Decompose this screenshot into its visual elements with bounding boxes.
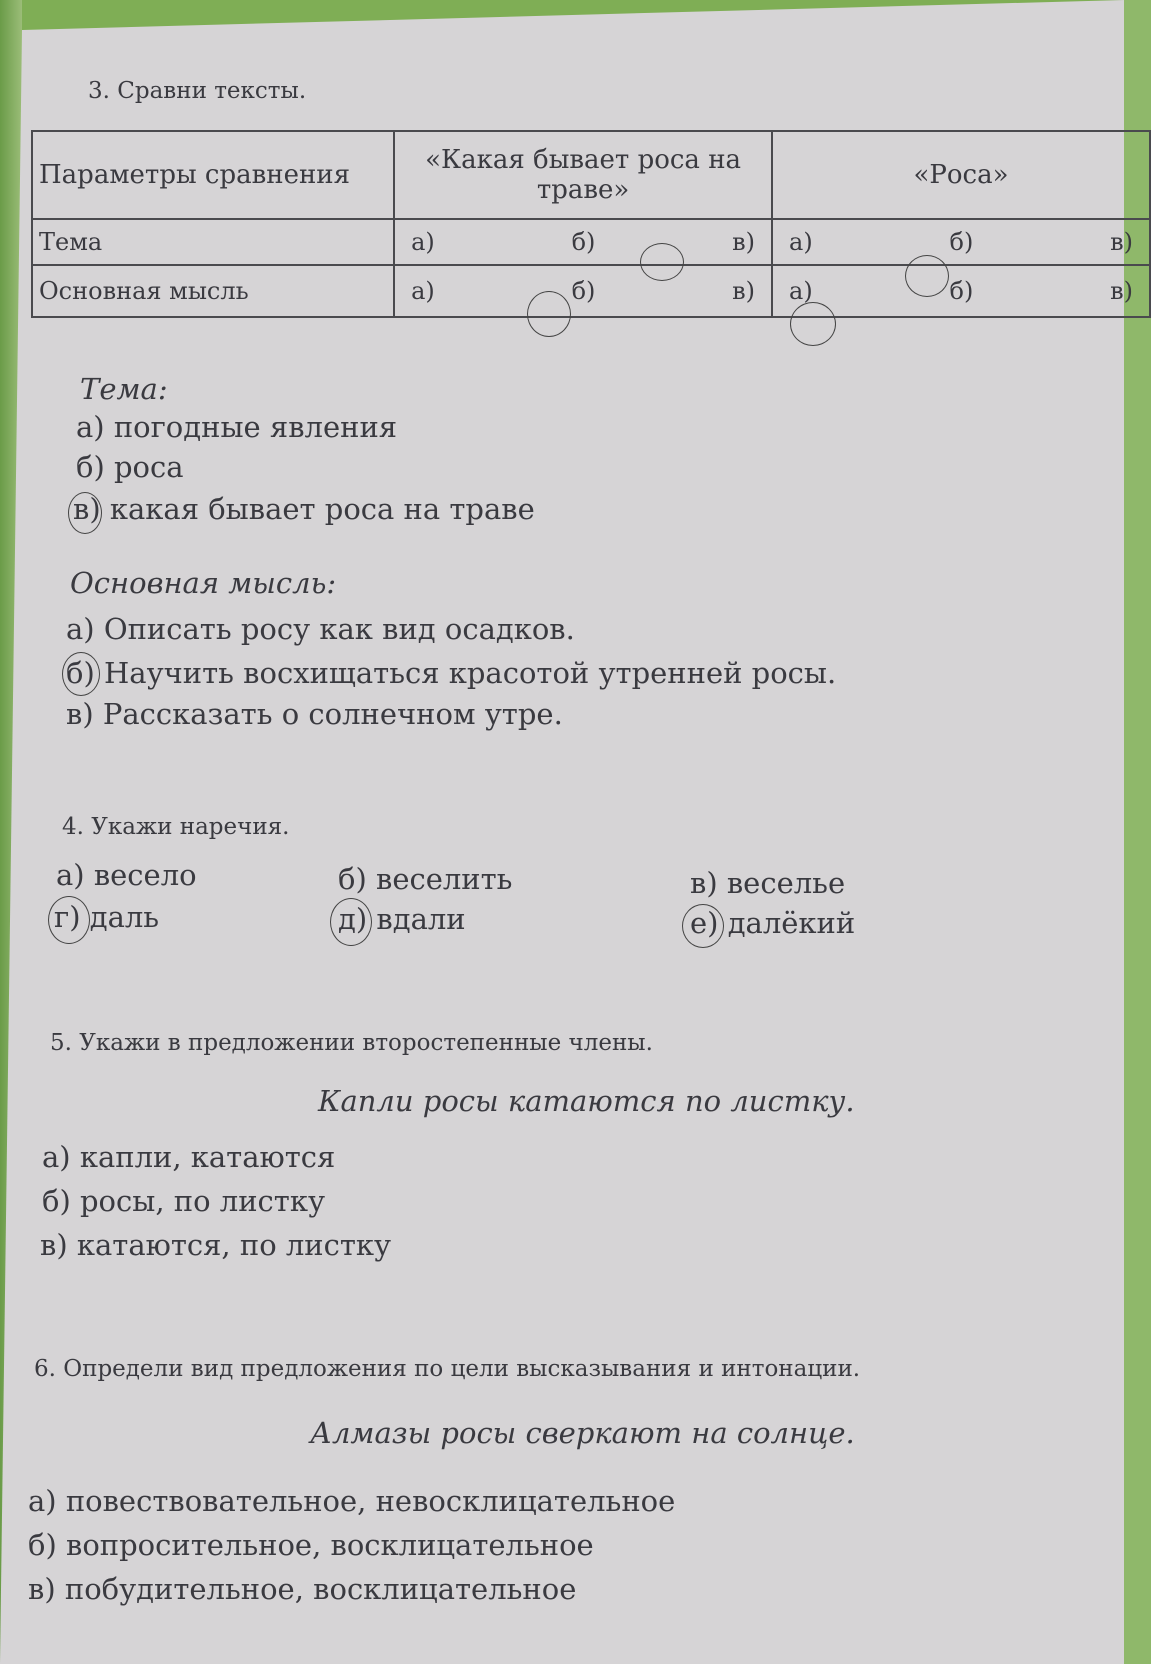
task6-title: 6. Определи вид предложения по цели высказывания и интонации.	[34, 1356, 861, 1382]
adverb-option-e: е) далёкий	[690, 906, 856, 940]
task3-title: 3. Сравни тексты.	[88, 78, 307, 104]
row-idea-text1-options	[394, 265, 772, 317]
idea-option-v: в) Рассказать о солнечном утре.	[66, 697, 563, 731]
option-v: в)	[1110, 277, 1133, 305]
option-b: б)	[949, 277, 974, 305]
adverb-option-b: б) веселить	[338, 862, 513, 896]
task5-sentence: Капли росы катаются по листку.	[318, 1084, 855, 1118]
option-v: в)	[1110, 228, 1133, 256]
idea-option-b: б) Научить восхищаться красотой утренней росы.	[66, 656, 837, 690]
option-a: а)	[789, 228, 813, 256]
option-a: а)	[411, 228, 435, 256]
option-v: в)	[732, 228, 756, 256]
pencil-circle-mark	[905, 255, 949, 297]
header-text-1: «Какая бывает роса на траве»	[394, 131, 772, 219]
sentence-type-option-b: б) вопросительное, восклицательное	[28, 1528, 594, 1562]
header-text-2: «Роса»	[772, 131, 1150, 219]
members-option-v: в) катаются, по листку	[40, 1228, 392, 1262]
members-option-b: б) росы, по листку	[42, 1184, 326, 1218]
option-b: б)	[949, 228, 974, 256]
header-parameters: Параметры сравнения	[32, 131, 394, 219]
idea-option-a: а) Описать росу как вид осадков.	[66, 612, 575, 646]
theme-option-b: б) роса	[76, 450, 184, 484]
row-theme-label: Тема	[32, 219, 394, 265]
adverb-option-v: в) веселье	[690, 866, 846, 900]
theme-heading: Тема:	[80, 372, 168, 406]
option-b: б)	[571, 277, 596, 305]
theme-option-a: а) погодные явления	[76, 410, 398, 444]
adverb-option-g: г) даль	[54, 900, 160, 934]
pencil-circle-mark	[330, 898, 372, 946]
theme-option-v: в) какая бывает роса на траве	[73, 492, 535, 526]
pencil-circle-mark	[68, 492, 102, 534]
main-idea-heading: Основная мысль:	[70, 566, 337, 600]
option-a: а)	[789, 277, 813, 305]
row-main-idea-label: Основная мысль	[32, 265, 394, 317]
pencil-circle-mark	[62, 652, 100, 696]
adverb-option-a: а) весело	[56, 858, 197, 892]
pencil-circle-mark	[48, 896, 90, 944]
task5-title: 5. Укажи в предложении второстепенные члены.	[50, 1030, 653, 1056]
option-v: в)	[732, 277, 756, 305]
adverb-option-d: д) вдали	[338, 902, 466, 936]
task6-sentence: Алмазы росы сверкают на солнце.	[310, 1416, 855, 1450]
row-theme-text1-options	[394, 219, 772, 265]
pencil-circle-mark	[640, 243, 684, 281]
sentence-type-option-a: а) повествовательное, невосклицательное	[28, 1484, 676, 1518]
row-theme-text2-options	[772, 219, 1150, 265]
pencil-circle-mark	[682, 904, 724, 948]
option-a: а)	[411, 277, 435, 305]
pencil-circle-mark	[527, 291, 571, 337]
comparison-table	[31, 130, 1151, 318]
members-option-a: а) капли, катаются	[42, 1140, 336, 1174]
task4-title: 4. Укажи наречия.	[62, 814, 290, 840]
sentence-type-option-v: в) побудительное, восклицательное	[28, 1572, 577, 1606]
option-b: б)	[571, 228, 596, 256]
pencil-circle-mark	[790, 302, 836, 346]
